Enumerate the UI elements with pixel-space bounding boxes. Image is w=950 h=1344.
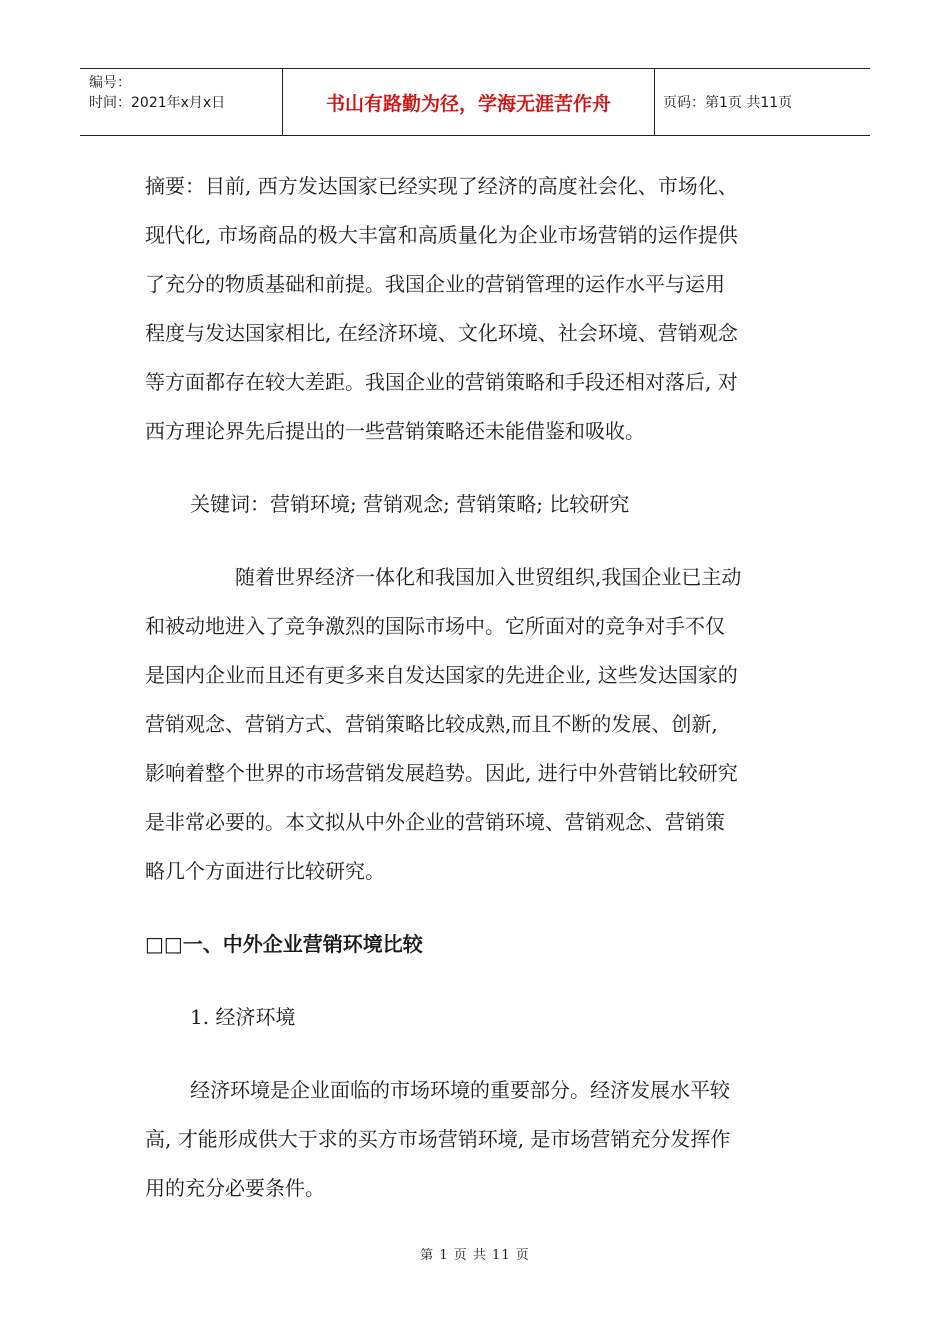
- intro-line: 影响着整个世界的市场营销发展趋势。因此, 进行中外营销比较研究: [145, 761, 738, 785]
- page-footer: 第 1 页 共 11 页: [420, 1248, 530, 1263]
- intro-line: 是非常必要的。本文拟从中外企业的营销环境、营销观念、营销策: [145, 810, 725, 834]
- intro-line: 随着世界经济一体化和我国加入世贸组织,我国企业已主动: [235, 565, 742, 589]
- abstract-line: 现代化, 市场商品的极大丰富和高质量化为企业市场营销的运作提供: [145, 223, 738, 247]
- keywords-line: 关键词：营销环境; 营销观念; 营销策略; 比较研究: [190, 492, 630, 516]
- abstract-line: 摘要：目前, 西方发达国家已经实现了经济的高度社会化、市场化、: [145, 174, 738, 198]
- abstract-line: 等方面都存在较大差距。我国企业的营销策略和手段还相对落后, 对: [145, 370, 738, 394]
- document-time-label: 时间：2021年x月x日: [89, 95, 226, 111]
- section-heading: □□一、中外企业营销环境比较: [145, 932, 423, 956]
- document-number-label: 编号：: [89, 75, 131, 91]
- abstract-line: 西方理论界先后提出的一些营销策略还未能借鉴和吸收。: [145, 419, 645, 443]
- econ-line: 高, 才能形成供大于求的买方市场营销环境, 是市场营销充分发挥作: [145, 1127, 731, 1151]
- intro-line: 和被动地进入了竞争激烈的国际市场中。它所面对的竞争对手不仅: [145, 614, 725, 638]
- subsection-heading: 1. 经济环境: [190, 1005, 296, 1029]
- intro-line: 略几个方面进行比较研究。: [145, 859, 385, 883]
- header-meta-cell: [80, 69, 283, 135]
- header-page-info: 页码：第1页 共11页: [663, 95, 793, 111]
- abstract-line: 程度与发达国家相比, 在经济环境、文化环境、社会环境、营销观念: [145, 321, 738, 345]
- document-body: [145, 162, 810, 1213]
- econ-line: 用的充分必要条件。: [145, 1176, 325, 1200]
- econ-line: 经济环境是企业面临的市场环境的重要部分。经济发展水平较: [190, 1078, 730, 1102]
- intro-line: 营销观念、营销方式、营销策略比较成熟,而且不断的发展、创新,: [145, 712, 718, 736]
- page-header: [80, 68, 870, 136]
- header-motto: 书山有路勤为径，学海无涯苦作舟: [283, 69, 655, 135]
- abstract-line: 了充分的物质基础和前提。我国企业的营销管理的运作水平与运用: [145, 272, 725, 296]
- intro-line: 是国内企业而且还有更多来自发达国家的先进企业, 这些发达国家的: [145, 663, 738, 687]
